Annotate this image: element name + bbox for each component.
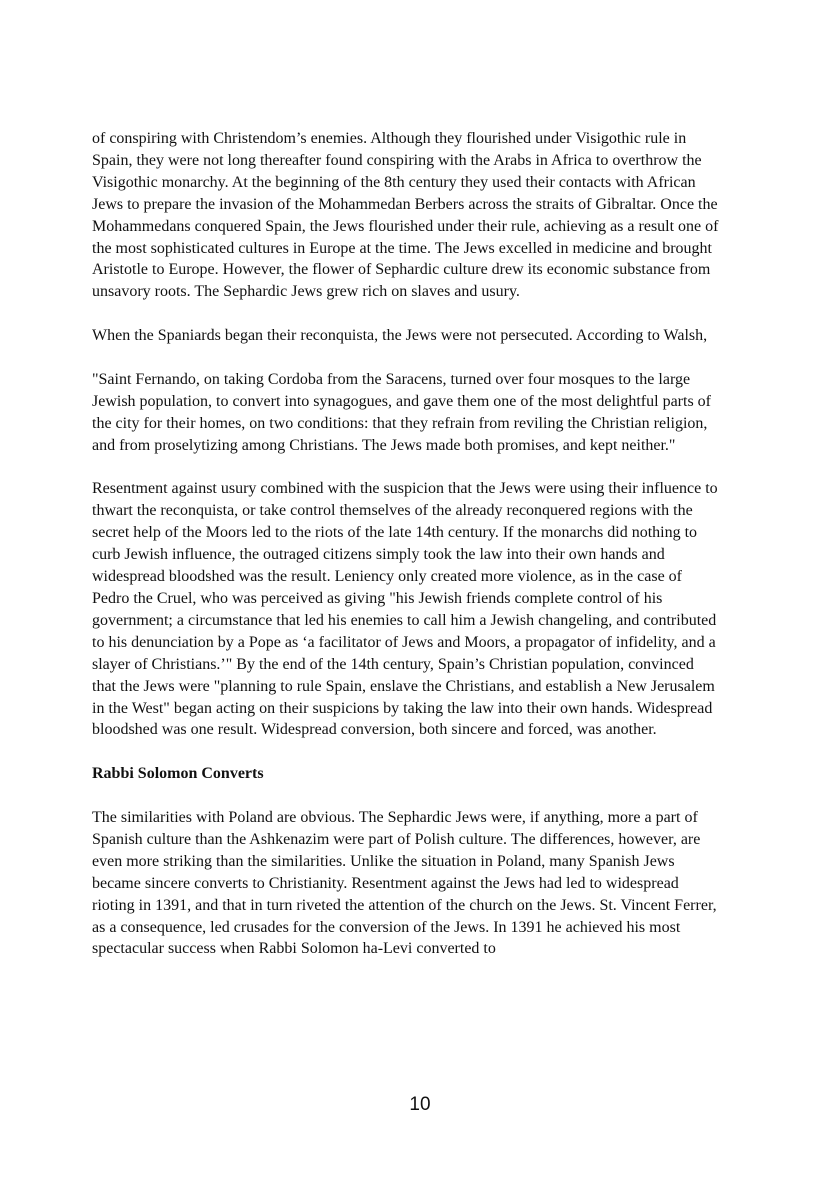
page-body [92, 128, 720, 982]
section-heading: Rabbi Solomon Converts [92, 765, 264, 783]
paragraph-reconquista: When the Spaniards began their reconquista, the Jews were not persecuted. According to Walsh, [92, 327, 708, 345]
page-number: 10 [409, 1094, 431, 1115]
paragraph-similarities: The similarities with Poland are obvious. The Sephardic Jews were, if anything, more a part of Spanish culture than the Ashkenazim were part of Polish culture. The differences, however, are even more striking than the similarities. Unlike the situation in Poland, many Spanish Jews became sincere converts to Christianity. Resentment against the Jews had led to widespread rioting in 1391, and that in turn riveted the attention of the church on the Jews. St. Vincent Ferrer, as a consequence, led crusades for the conversion of the Jews. In 1391 he achieved his most spectacular success when Rabbi Solomon ha-Levi converted to [92, 809, 717, 958]
paragraph-walsh-quote: "Saint Fernando, on taking Cordoba from the Saracens, turned over four mosques to the large Jewish population, to convert into synagogues, and gave them one of the most delightful parts of the city for their homes, on two conditions: that they refrain from reviling the Christian religion, and from proselytizing among Christians. The Jews made both promises, and kept neither." [92, 370, 711, 454]
paragraph-visigothic: of conspiring with Christendom’s enemies. Although they flourished under Visigothic rule in Spain, they were not long thereafter found conspiring with the Arabs in Africa to overthrow the Visigothic monarchy. At the beginning of the 8th century they used their contacts with African Jews to prepare the invasion of the Mohammedan Berbers across the straits of Gibraltar. Once the Mohammedans conquered Spain, the Jews flourished under their rule, achieving as a result one of the most sophisticated cultures in Europe at the time. The Jews excelled in medicine and brought Aristotle to Europe. However, the flower of Sephardic culture drew its economic substance from unsavory roots. The Sephardic Jews grew rich on slaves and usury. [92, 130, 719, 301]
paragraph-resentment: Resentment against usury combined with the suspicion that the Jews were using their influence to thwart the reconquista, or take control themselves of the already reconquered regions with the secret help of the Moors led to the riots of the late 14th century. If the monarchs did nothing to curb Jewish influence, the outraged citizens simply took the law into their own hands and widespread bloodshed was the result. Leniency only created more violence, as in the case of Pedro the Cruel, who was perceived as giving "his Jewish friends complete control of his government; a circumstance that led his enemies to call him a Jewish changeling, and contributed to his denunciation by a Pope as ‘a facilitator of Jews and Moors, a propagator of infidelity, and a slayer of Christians.’" By the end of the 14th century, Spain’s Christian population, convinced that the Jews were "planning to rule Spain, enslave the Christians, and establish a New Jerusalem in the West" began acting on their suspicions by taking the law into their own hands. Widespread bloodshed was one result. Widespread conversion, both sincere and forced, was another. [92, 480, 718, 739]
